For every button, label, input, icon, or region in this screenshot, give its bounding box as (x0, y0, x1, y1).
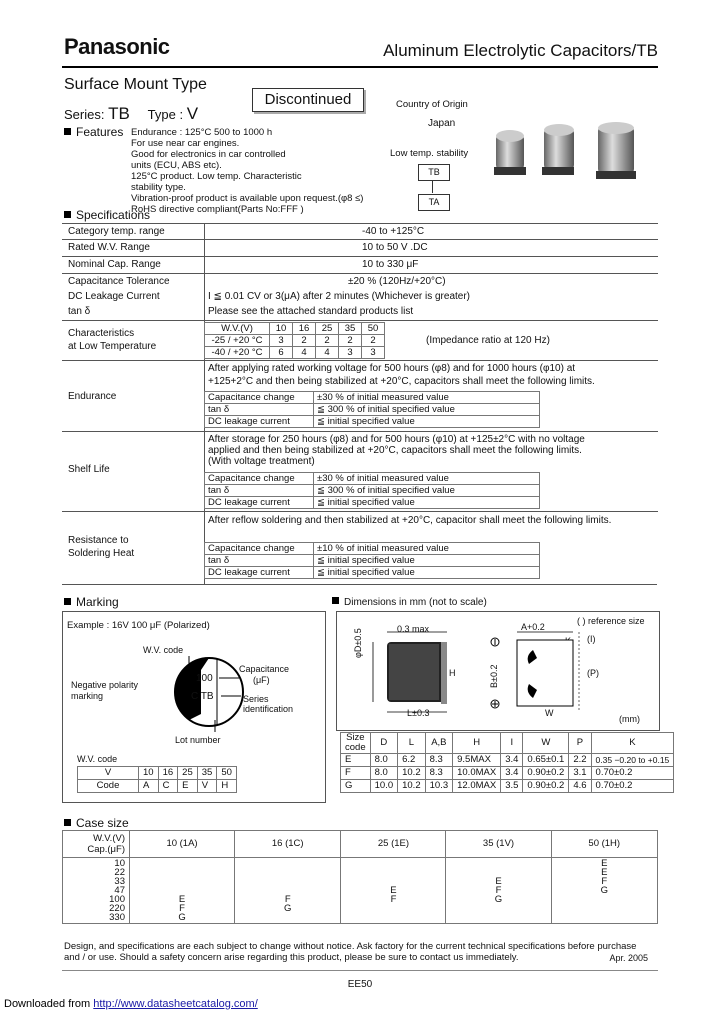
spec-row-cap-tolerance: Capacitance Tolerance ±20 % (120Hz/+20°C) (62, 273, 658, 290)
capacitor-photo (488, 120, 658, 180)
series-label: Series: (64, 107, 105, 122)
spec-row-dc-leakage: DC Leakage Current I ≦ 0.01 CV or 3(μA) after 2 minutes (Whichever is greater) (68, 291, 471, 302)
spec-row-category-temp: Category temp. range -40 to +125°C (62, 223, 658, 240)
footer-date: Apr. 2005 (609, 953, 648, 963)
feature-line: Good for electronics in car controlled (131, 149, 286, 160)
square-bullet-icon (64, 819, 71, 826)
marking-heading: Marking (64, 595, 119, 609)
series-line (64, 104, 198, 124)
soldering-limits-table: Capacitance change ±10 % of initial measured value tan δ ≦ initial specified value DC leakage current ≦ initial specified value (204, 542, 540, 579)
page-number: EE50 (347, 979, 373, 990)
spec-row-soldering: Resistance to Soldering Heat After reflow soldering and then stabilized at +20°C, capacitor shall meet the following limits. Capacitance change ±10 % of initial measured value tan δ ≦ initial specified value DC leakage current ≦ initial specified value (62, 511, 658, 585)
series-value: TB (108, 104, 130, 123)
table-row: F 8.0 10.2 8.3 10.0MAX 3.4 0.90±0.2 3.1 0.70±0.2 (341, 767, 674, 780)
case-size-table: W.V.(V) Cap.(μF) 10 (1A) 16 (1C) 25 (1E) 35 (1V) 50 (1H) 10 22 33 47 100 220 330 E F G F G E F E F G E E F G (62, 830, 658, 924)
feature-line: RoHS directive compliant(Parts No:FFF ) (131, 204, 304, 215)
specifications-heading: Specifications (64, 208, 150, 222)
marking-code-text: C TB (191, 691, 214, 702)
brand-logo: Panasonic (64, 34, 170, 59)
feature-line: For use near car engines. (131, 138, 240, 149)
type-value: V (186, 104, 199, 123)
type-heading: Surface Mount Type (64, 76, 207, 93)
feature-line: Endurance : 125°C 500 to 1000 h (131, 127, 273, 138)
square-bullet-icon (64, 598, 71, 605)
dimensions-heading: Dimensions in mm (not to scale) (332, 597, 487, 608)
feature-line: stability type. (131, 182, 186, 193)
spec-row-shelf-life: Shelf Life After storage for 250 hours (φ8) and for 500 hours (φ10) at +125±2°C with no voltage applied and then being stabilized at +20°C, capacitors shall meet the following limits. (With voltage treatment) Capacitance change ±30 % of initial measured value tan δ ≦ 300 % of initial specified value DC leakage current ≦ initial specified value (62, 431, 658, 512)
dimension-table: Size code D L A,B H I W P K E 8.0 6.2 8.3 9.5MAX 3.4 0.65±0.1 2.2 0.35 −0.20 to +0.15 F 8.0 10.2 8.3 10.0MAX 3.4 0.90±0.2 3.1 0.70±0.2 G 10.0 10.2 10.3 12.0MAX 3.5 0.90±0.2 4.6 0.70±0.2 (340, 732, 674, 793)
shelf-life-limits-table: Capacitance change ±30 % of initial measured value tan δ ≦ 300 % of initial specified value DC leakage current ≦ initial specified value (204, 472, 540, 509)
impedance-ratio-table: W.V.(V) 10 16 25 35 50 -25 / +20 °C 3 2 2 2 2 -40 / +20 °C 6 4 4 3 3 (204, 322, 385, 359)
dimensions-panel: ( ) reference size 0.3 max A+0.2 φD±0.5 H B±0.2 (I) (P) W L±0.3 (mm) (336, 611, 660, 731)
marking-cap-text: 100 (196, 673, 213, 684)
spec-row-tan-delta: tan δ Please see the attached standard products list (68, 306, 414, 317)
footer-notice: Design, and specifications are each subject to change without notice. Ask factory for the current technical specifications before purchase and / or use. Should a safety concern arise regarding this product, please be sure to contact us immediately. (64, 941, 637, 963)
features-list (131, 127, 371, 215)
feature-line: units (ECU, ABS etc). (131, 160, 222, 171)
series-box-ta: TA (418, 194, 450, 211)
spec-row-rated-wv: Rated W.V. Range 10 to 50 V .DC (62, 239, 658, 256)
document-title: Aluminum Electrolytic Capacitors/TB (383, 41, 658, 60)
series-box-tb: TB (418, 164, 450, 181)
endurance-limits-table: Capacitance change ±30 % of initial measured value tan δ ≦ 300 % of initial specified value DC leakage current ≦ initial specified value (204, 391, 540, 428)
download-link[interactable]: http://www.datasheetcatalog.com/ (93, 998, 258, 1010)
origin-value: Japan (428, 118, 456, 129)
table-row: 10 22 33 47 100 220 330 E F G F G E F E F G E E F G (63, 858, 658, 924)
table-row: E 8.0 6.2 8.3 9.5MAX 3.4 0.65±0.1 2.2 0.35 −0.20 to +0.15 (341, 754, 674, 767)
spec-row-endurance: Endurance After applying rated working voltage for 500 hours (φ8) and for 1000 hours (φ10) at +125+2°C and then being stabilized at +20°C, capacitors shall meet the following limits. Capacitance change ±30 % of initial measured value tan δ ≦ 300 % of initial specified value DC leakage current ≦ initial specified value (62, 360, 658, 431)
spec-row-nominal-cap: Nominal Cap. Range 10 to 330 μF (62, 256, 658, 273)
low-temp-label: Low temp. stability (390, 148, 469, 159)
features-heading: Features (64, 125, 123, 139)
arrow-down-icon (432, 180, 433, 193)
header-divider (62, 66, 658, 68)
wv-code-table: V 10 16 25 35 50 Code A C E V H (77, 766, 237, 793)
spec-row-low-temp: Characteristics at Low Temperature W.V.(V) 10 16 25 35 50 -25 / +20 °C 3 2 2 2 2 -40 / +20 °C 6 4 4 3 3 (Impedance ratio at 120 Hz) (62, 320, 658, 361)
feature-line: 125°C product. Low temp. Characteristic (131, 171, 302, 182)
impedance-note: (Impedance ratio at 120 Hz) (426, 335, 550, 346)
square-bullet-icon (332, 597, 339, 604)
feature-line: Vibration-proof product is available upon request.(φ8 ≤) (131, 193, 364, 204)
square-bullet-icon (64, 211, 71, 218)
origin-label: Country of Origin (396, 99, 468, 110)
table-row: G 10.0 10.2 10.3 12.0MAX 3.5 0.90±0.2 4.6 0.70±0.2 (341, 780, 674, 793)
specifications-table (62, 223, 658, 585)
discontinued-badge: Discontinued (252, 88, 364, 112)
footer-divider (62, 970, 658, 971)
type-label: Type : (147, 107, 184, 122)
square-bullet-icon (64, 128, 71, 135)
download-note: Downloaded from http://www.datasheetcatalog.com/ (4, 998, 258, 1010)
marking-panel: Example : 16V 100 μF (Polarized) W.V. code Negative polarity marking Capacitance (μF) Series identification Lot number 100 C TB W.V. code V 10 16 25 35 50 Code A C E V H (62, 611, 326, 803)
dimension-drawing (337, 612, 659, 730)
case-size-heading: Case size (64, 816, 129, 830)
